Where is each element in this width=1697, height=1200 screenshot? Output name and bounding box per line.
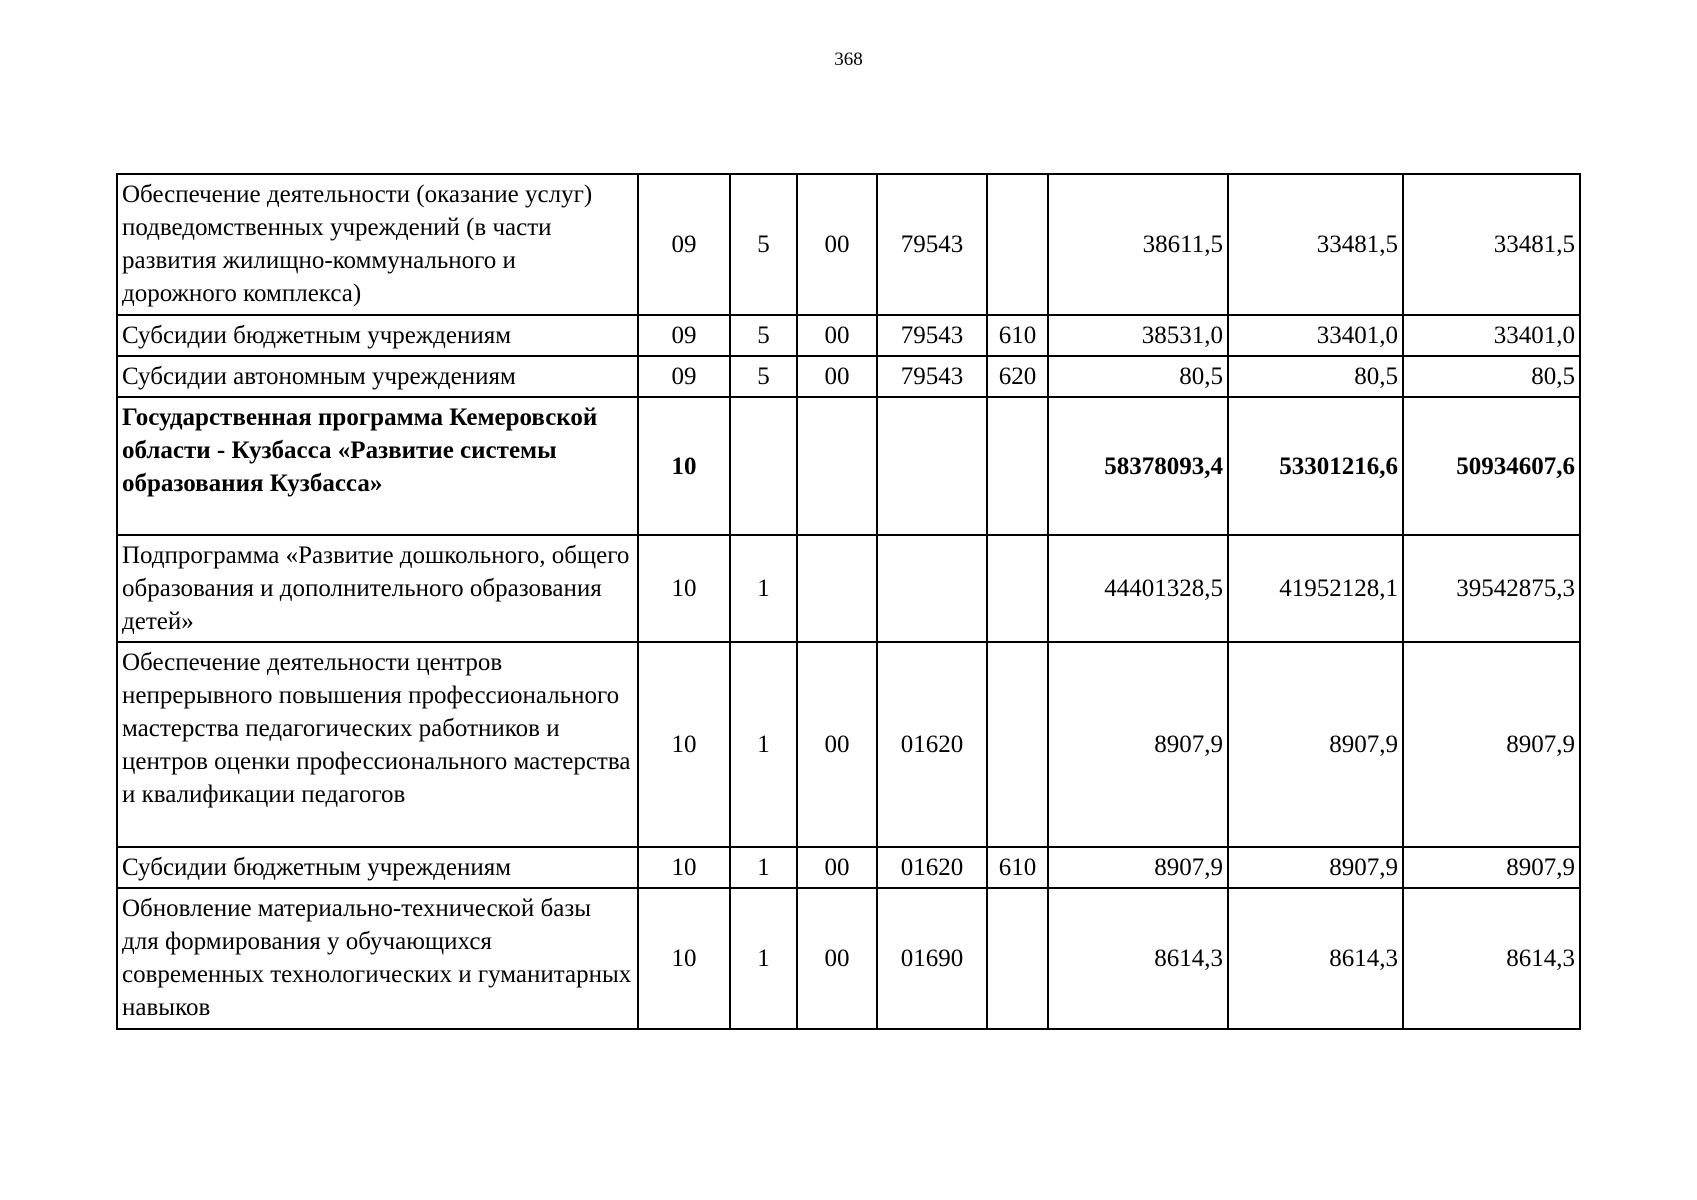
amount-year-3-cell: 39542875,3 (1403, 535, 1580, 642)
direction-code-cell: 79543 (877, 356, 987, 397)
section-code-cell: 09 (638, 356, 730, 397)
expense-type-cell (987, 642, 1048, 847)
row-name-cell: Обновление материально-технической базы для формирования у обучающихся современных технологических и гуманитарных навыков (117, 888, 638, 1029)
amount-year-2-cell: 33481,5 (1228, 174, 1403, 315)
row-name-cell: Подпрограмма «Развитие дошкольного, общего образования и дополнительного образования детей» (117, 535, 638, 642)
row-name-cell: Субсидии автономным учреждениям (117, 356, 638, 397)
amount-year-3-cell: 50934607,6 (1403, 397, 1580, 535)
amount-year-1-cell: 8614,3 (1048, 888, 1228, 1029)
program-code-cell (730, 397, 797, 535)
expense-type-cell (987, 535, 1048, 642)
direction-code-cell: 79543 (877, 174, 987, 315)
expense-type-cell (987, 174, 1048, 315)
direction-code-cell: 01690 (877, 888, 987, 1029)
row-name-cell: Государственная программа Кемеровской области - Кузбасса «Развитие системы образования Кузбасса» (117, 397, 638, 535)
subprogram-code-cell: 00 (797, 315, 877, 356)
amount-year-1-cell: 38611,5 (1048, 174, 1228, 315)
amount-year-3-cell: 33481,5 (1403, 174, 1580, 315)
expense-type-cell: 610 (987, 847, 1048, 888)
program-code-cell: 5 (730, 315, 797, 356)
table-body (117, 174, 1580, 1029)
amount-year-1-cell: 44401328,5 (1048, 535, 1228, 642)
program-code-cell: 5 (730, 174, 797, 315)
table-row (117, 888, 1580, 1029)
page-number: 368 (834, 49, 863, 70)
amount-year-2-cell: 41952128,1 (1228, 535, 1403, 642)
expense-type-cell (987, 397, 1048, 535)
section-code-cell: 10 (638, 642, 730, 847)
program-code-cell: 1 (730, 642, 797, 847)
expense-type-cell: 610 (987, 315, 1048, 356)
table-row (117, 642, 1580, 847)
table-row (117, 174, 1580, 315)
direction-code-cell (877, 535, 987, 642)
program-code-cell: 5 (730, 356, 797, 397)
row-name-cell: Субсидии бюджетным учреждениям (117, 315, 638, 356)
amount-year-2-cell: 33401,0 (1228, 315, 1403, 356)
amount-year-3-cell: 8907,9 (1403, 642, 1580, 847)
subprogram-code-cell (797, 535, 877, 642)
subprogram-code-cell: 00 (797, 642, 877, 847)
amount-year-1-cell: 8907,9 (1048, 847, 1228, 888)
direction-code-cell: 01620 (877, 847, 987, 888)
amount-year-2-cell: 8907,9 (1228, 847, 1403, 888)
amount-year-3-cell: 80,5 (1403, 356, 1580, 397)
subprogram-code-cell: 00 (797, 356, 877, 397)
amount-year-3-cell: 8907,9 (1403, 847, 1580, 888)
direction-code-cell: 01620 (877, 642, 987, 847)
direction-code-cell: 79543 (877, 315, 987, 356)
section-code-cell: 09 (638, 315, 730, 356)
program-code-cell: 1 (730, 888, 797, 1029)
amount-year-3-cell: 33401,0 (1403, 315, 1580, 356)
program-code-cell: 1 (730, 535, 797, 642)
budget-table (116, 173, 1581, 1030)
table-row (117, 315, 1580, 356)
subprogram-code-cell: 00 (797, 847, 877, 888)
subprogram-code-cell: 00 (797, 888, 877, 1029)
program-code-cell: 1 (730, 847, 797, 888)
amount-year-2-cell: 80,5 (1228, 356, 1403, 397)
subprogram-code-cell (797, 397, 877, 535)
section-code-cell: 09 (638, 174, 730, 315)
amount-year-2-cell: 8907,9 (1228, 642, 1403, 847)
amount-year-1-cell: 80,5 (1048, 356, 1228, 397)
section-code-cell: 10 (638, 535, 730, 642)
table-row (117, 535, 1580, 642)
row-name-cell: Обеспечение деятельности центров непрерывного повышения профессионального мастерства педагогических работников и центров оценки профессионального мастерства и квалификации педагогов (117, 642, 638, 847)
amount-year-1-cell: 8907,9 (1048, 642, 1228, 847)
amount-year-1-cell: 58378093,4 (1048, 397, 1228, 535)
section-code-cell: 10 (638, 397, 730, 535)
row-name-cell: Субсидии бюджетным учреждениям (117, 847, 638, 888)
section-code-cell: 10 (638, 847, 730, 888)
amount-year-1-cell: 38531,0 (1048, 315, 1228, 356)
table-row (117, 356, 1580, 397)
amount-year-3-cell: 8614,3 (1403, 888, 1580, 1029)
section-code-cell: 10 (638, 888, 730, 1029)
subprogram-code-cell: 00 (797, 174, 877, 315)
amount-year-2-cell: 8614,3 (1228, 888, 1403, 1029)
table-row (117, 397, 1580, 535)
amount-year-2-cell: 53301216,6 (1228, 397, 1403, 535)
expense-type-cell: 620 (987, 356, 1048, 397)
expense-type-cell (987, 888, 1048, 1029)
table-row (117, 847, 1580, 888)
direction-code-cell (877, 397, 987, 535)
row-name-cell: Обеспечение деятельности (оказание услуг) подведомственных учреждений (в части развития жилищно-коммунального и дорожного комплекса) (117, 174, 638, 315)
